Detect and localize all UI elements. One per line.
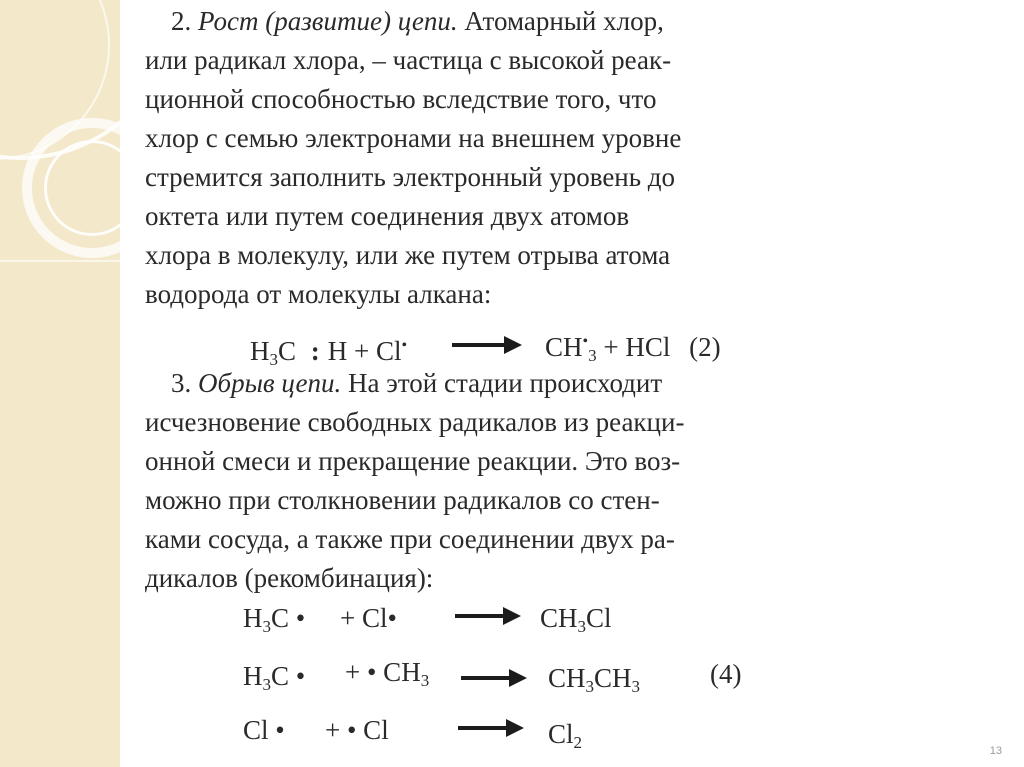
decorative-line <box>0 260 120 262</box>
reaction-arrow <box>461 676 523 680</box>
paragraph-line: исчезновение свободных радикалов из реакци- <box>145 407 685 437</box>
paragraph-line: водорода от молекулы алкана: <box>145 279 492 309</box>
reaction-arrow <box>452 343 518 347</box>
paragraph-line: 3. Обрыв цепи. На этой стадии происходит <box>171 368 663 398</box>
page-number: 13 <box>989 745 1002 757</box>
termination-eq-3-reactant-1: Cl • <box>243 715 285 745</box>
termination-eq-2-reactant-2: + • $CH_3$ <box>345 657 430 690</box>
paragraph-line: ционной способностью вследствие того, что <box>145 84 657 114</box>
paragraph-line: дикалов (рекомбинация): <box>145 563 434 593</box>
termination-eq-1-reactant-2: + Cl• <box>340 603 397 633</box>
paragraph-line: 2. Рост (развитие) цепи. Атомарный хлор, <box>171 6 664 36</box>
termination-eq-2-product: $CH_3CH_3$ <box>548 663 641 696</box>
reaction-arrow <box>455 614 517 618</box>
termination-eq-1-product: $CH_3Cl$ <box>540 603 612 636</box>
paragraph-line: или радикал хлора, – частица с высокой реак- <box>145 45 672 75</box>
paragraph-line: стремится заполнить электронный уровень до <box>145 162 676 192</box>
paragraph-line: онной смеси и прекращение реакции. Это воз- <box>145 446 681 476</box>
paragraph-chain-propagation <box>145 2 845 314</box>
reaction-arrow <box>458 726 520 730</box>
paragraph-line: октета или путем соединения двух атомов <box>145 201 630 231</box>
equation-2-reactants: $H_3C$ : H + Cl• <box>250 336 408 369</box>
equation-label: (4) <box>710 659 742 689</box>
termination-eq-3-product: $Cl_2$ <box>548 719 583 752</box>
equation-label: (2) <box>689 332 721 362</box>
paragraph-chain-termination <box>145 364 845 598</box>
paragraph-line: ками сосуда, а также при соединении двух ра- <box>145 524 675 554</box>
paragraph-line: можно при столкновении радикалов со стен- <box>145 485 660 515</box>
equation-2-products: $CH^•_3$ + HCl (2) <box>545 332 721 365</box>
termination-eq-3-reactant-2: + • Cl <box>325 715 389 745</box>
paragraph-line: хлор с семью электронами на внешнем уровне <box>145 123 682 153</box>
section-heading: Рост (развитие) цепи. <box>198 6 458 36</box>
termination-eq-1-reactant-1: $H_3C$ • <box>243 603 306 636</box>
decorative-ring <box>44 140 140 236</box>
decorative-sidebar <box>0 0 120 767</box>
section-heading: Обрыв цепи. <box>198 368 342 398</box>
paragraph-line: хлора в молекулу, или же путем отрыва атома <box>145 240 671 270</box>
termination-eq-2-reactant-1: $H_3C$ • <box>243 661 306 694</box>
